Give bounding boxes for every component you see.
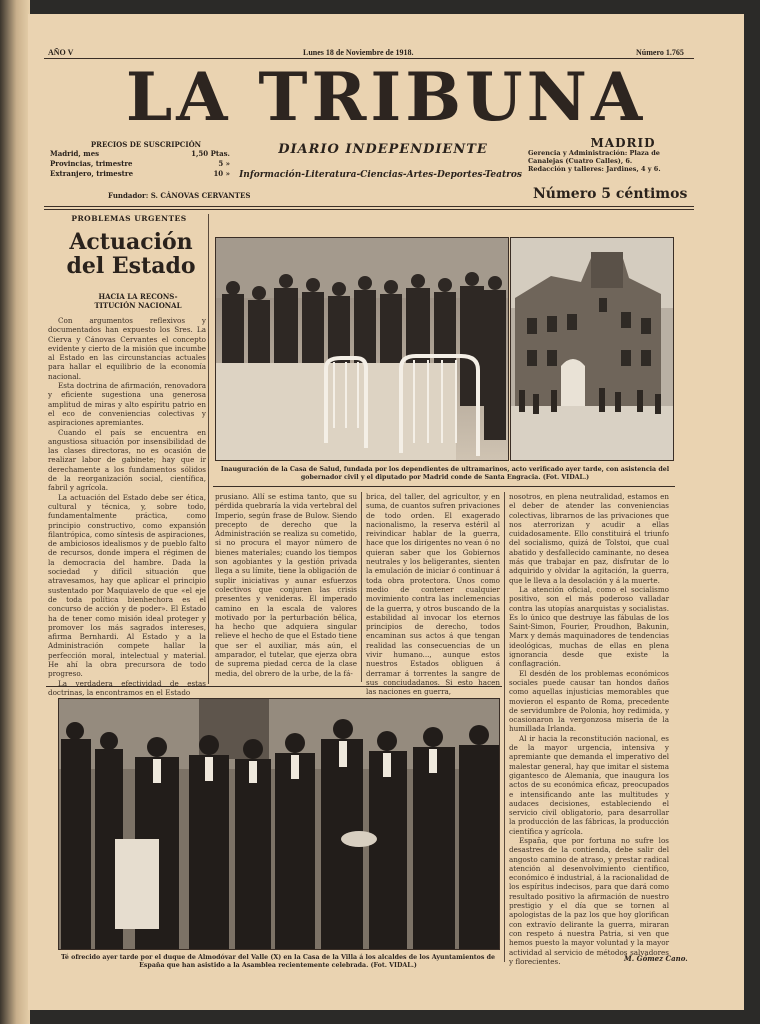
building-photo-image	[511, 238, 673, 460]
masthead-title: LA TRIBUNA	[125, 58, 647, 136]
photo-top-right	[510, 237, 674, 461]
book-spine	[0, 0, 30, 1024]
column-divider	[504, 492, 505, 962]
date-label: Lunes 18 de Noviembre de 1918.	[303, 48, 414, 57]
subscription-heading: PRECIOS DE SUSCRIPCIÓN	[90, 140, 202, 149]
article-column-4: nosotros, en plena neutralidad, estamos en el deber de atender las conveniencias colectivas, librarnos de las privaciones que nos aterrorizan y acudir a ellas cuidadosamente. Ello constituirá el triunfo del socialismo, quizá de Tolstoi, que cual abatido y desfallecido caminante, no desea más que trabajar en paz, disfrutar de lo adquirido y olvidar la agitación, la guerra, que le lleva a la desolación y á la muerte. La atención oficial, como el socialismo positivo, son el más poderoso valladar contra las utopías anarquistas y socialistas. Es lo único que destruye las fábulas de los Saint-Simon, Fourier, Proudhon, Bakunin, Marx y demás maquinadores de tendencias ideológicas, muchas de ellas en plena ignorancia desde que existe la conflagración. El desdén de los problemas económicos sociales puede causar tan hondos daños como aquellas injusticias memorables que movieron el espanto de Roma, precedente de servidumbre de Polonia, hoy redimida, y ocasionaron la vergonzosa miseria de la humillada Irlanda. Al ir hacia la reconstitución nacional, es de la mayor urgencia, intensiva y apremiante que demanda el imperativo del malestar general, hay que imitar el sistema gigantesco de Alemania, que inaugura los actos de su económica eficaz, preocupados e intensificando ante las multitudes y audaces decisiones, estableciendo el servicio civil obligatorio, para desarrollar la producción de las fábricas, la producción científica y agrícola. España, que por fortuna no sufre los desastres de la contienda, debe salir del angosto camino de atraso, y prestar radical atención al desenvolvimiento científico, económico é industrial, á la racionalidad de los espíritus indecisos, para que dará como resultado positivo la afirmación de nuestro prestigio y el día que se tornen al apologistas de la paz los que hoy glorifican con extravío delirante la guerra, miraran con respeto á nuestra Patria, si ven que hemos puesto la mayor voluntad y la mayor actividad al servicio de métodos salvadores y florecientes.	[509, 492, 669, 966]
masthead-subtitle: DIARIO INDEPENDIENTE	[278, 142, 488, 157]
year-label: AÑO V	[48, 48, 74, 57]
subscription-row: Madrid, mes 1,50 Ptas.	[50, 149, 230, 158]
top-photo-caption: Inauguración de la Casa de Salud, fundada por los dependientes de ultramarinos, acto verificado ayer tarde, con asistencia del gobernador civil y el diputado por Madrid conde de Santa Engracia. (Fot. VIDAL.)	[220, 466, 670, 481]
city-label: MADRID	[590, 136, 656, 150]
photo-top-left	[215, 237, 509, 461]
address-block: Gerencia y Administración: Plaza de Canalejas (Cuatro Calles), 6. Redacción y talleres: Jardines, 4 y 6.	[528, 149, 661, 173]
article-signature: M. Gómez Cano.	[624, 954, 688, 963]
column-divider	[208, 214, 209, 684]
price-label: Número 5 céntimos	[533, 186, 688, 202]
article-column-2: prusiano. Allí se estima tanto, que su pérdida quebraría la vida vertebral del Imperio, según frase de Bulow. Siendo precepto de derecho que la Administración se realiza su cometido, si no procura el mayor número de bienes materiales; cuando los tiempos son agobiantes y la gestión privada llega a su límite, tiene la obligación de suplir iniciativas y aunar esfuerzos colectivos que conjuren las crisis presentes y venideras. El imperado camino en la escala de valores motivado por la perturbación bélica, ha hecho que adquiera singular relieve el hecho de que el Estado tiene que ser el auxiliar, más aún, el amparador, el tutelar, que ejerza obra de suprema piedad cerca de la clase media, del obrero de la urbe, de la fá-	[215, 492, 357, 678]
article-kicker: PROBLEMAS URGENTES	[71, 214, 187, 223]
newspaper-page	[28, 14, 744, 1010]
section-rule	[46, 686, 502, 687]
group-photo-image	[216, 238, 508, 460]
article-subhead: HACIA LA RECONS- TITUCIÓN NACIONAL	[94, 292, 182, 310]
column-divider	[361, 492, 362, 682]
masthead-rule-thin	[44, 209, 694, 210]
subscription-row: Provincias, trimestre 5 »	[50, 159, 230, 168]
caption-rule	[213, 486, 675, 487]
reception-photo-image	[59, 699, 499, 949]
subscription-box	[50, 140, 230, 179]
masthead-sections: Información-Literatura-Ciencias-Artes-Deportes-Teatros	[239, 170, 522, 180]
founder-line: Fundador: S. CÁNOVAS CERVANTES	[108, 191, 251, 200]
article-column-3: brica, del taller, del agricultor, y en suma, de cuantos sufren privaciones de todo orden. El exagerado nacionalismo, la reserva estéril al reivindicar hablar de la guerra, hace que los dirigentes no vean ó no quieran saber que los Gobiernos neutrales y los beligerantes, sienten la emulación de iniciar ó continuar á toda obra protectora. Unos como medio de contener cualquier movimiento contra las inclemencias de la guerra, y otros buscando de la estabilidad al invocar los eternos principios de derecho, todos encaminan sus actos á que tengan realidad las consecuencias de un vivir humano..., aunque estos nuestros Estados obliguen á derramar á torrentes la sangre de sus conciudadanos. Si esto hacen las naciones en guerra,	[366, 492, 500, 697]
bottom-photo-caption: Té ofrecido ayer tarde por el duque de Almodóvar del Valle (X) en la Casa de la Villa á los alcaldes de los Ayuntamientos de España que han asistido a la Asamblea recientemente celebrada. (Fot. VIDAL.)	[60, 954, 496, 969]
subscription-row: Extranjero, trimestre 10 »	[50, 169, 230, 178]
article-column-1: Con argumentos reflexivos y documentados han expuesto los Sres. La Cierva y Cánovas Cervantes el concepto evidente y cierto de la misión que incumbe al Estado en las circunstancias actuales para hallar el equilibrio de la economía nacional. Esta doctrina de afirmación, renovadora y eficiente sugestiona una generosa amplitud de miras y alto espíritu patrio en el eco de conveniencias colectivas y aspiraciones apremiantes. Cuando el país se encuentra en angustiosa situación por insensibilidad de las clases directoras, no es ocasión de realizar labor de gabinete; hay que ir derechamente a los fundamentos sólidos de la reorganización social, científica, fabril y agrícola. La actuación del Estado debe ser ética, cultural y técnica, y, sobre todo, fundamentalmente práctica, como principio constructivo, como expansión filantrópica, como síntesis de aspiraciones, de ambiciosos idealismos y de pueblo falto de recursos, donde impera el régimen de la democracia del hambre. Dada la sociedad y difícil situación que atravesamos, hay que aplicar el principio sustentado por Maquiavelo de que «el eje de toda política bienhechora es el concurso de acción y de poder». El Estado ha de tener como misión ideal proteger y promover los más sagrados intereses, afirma Bernhardi. Al Estado y a la Administración compete hallar la perfección moral, intelectual y material. He ahí la obra precursora de todo progreso. La verdadera efectividad de estas doctrinas, la encontramos en el Estado	[48, 316, 206, 697]
issue-number: Número 1.765	[636, 48, 684, 57]
masthead-rule	[44, 206, 694, 207]
photo-bottom	[58, 698, 500, 950]
article-headline: Actuación del Estado	[66, 229, 196, 279]
